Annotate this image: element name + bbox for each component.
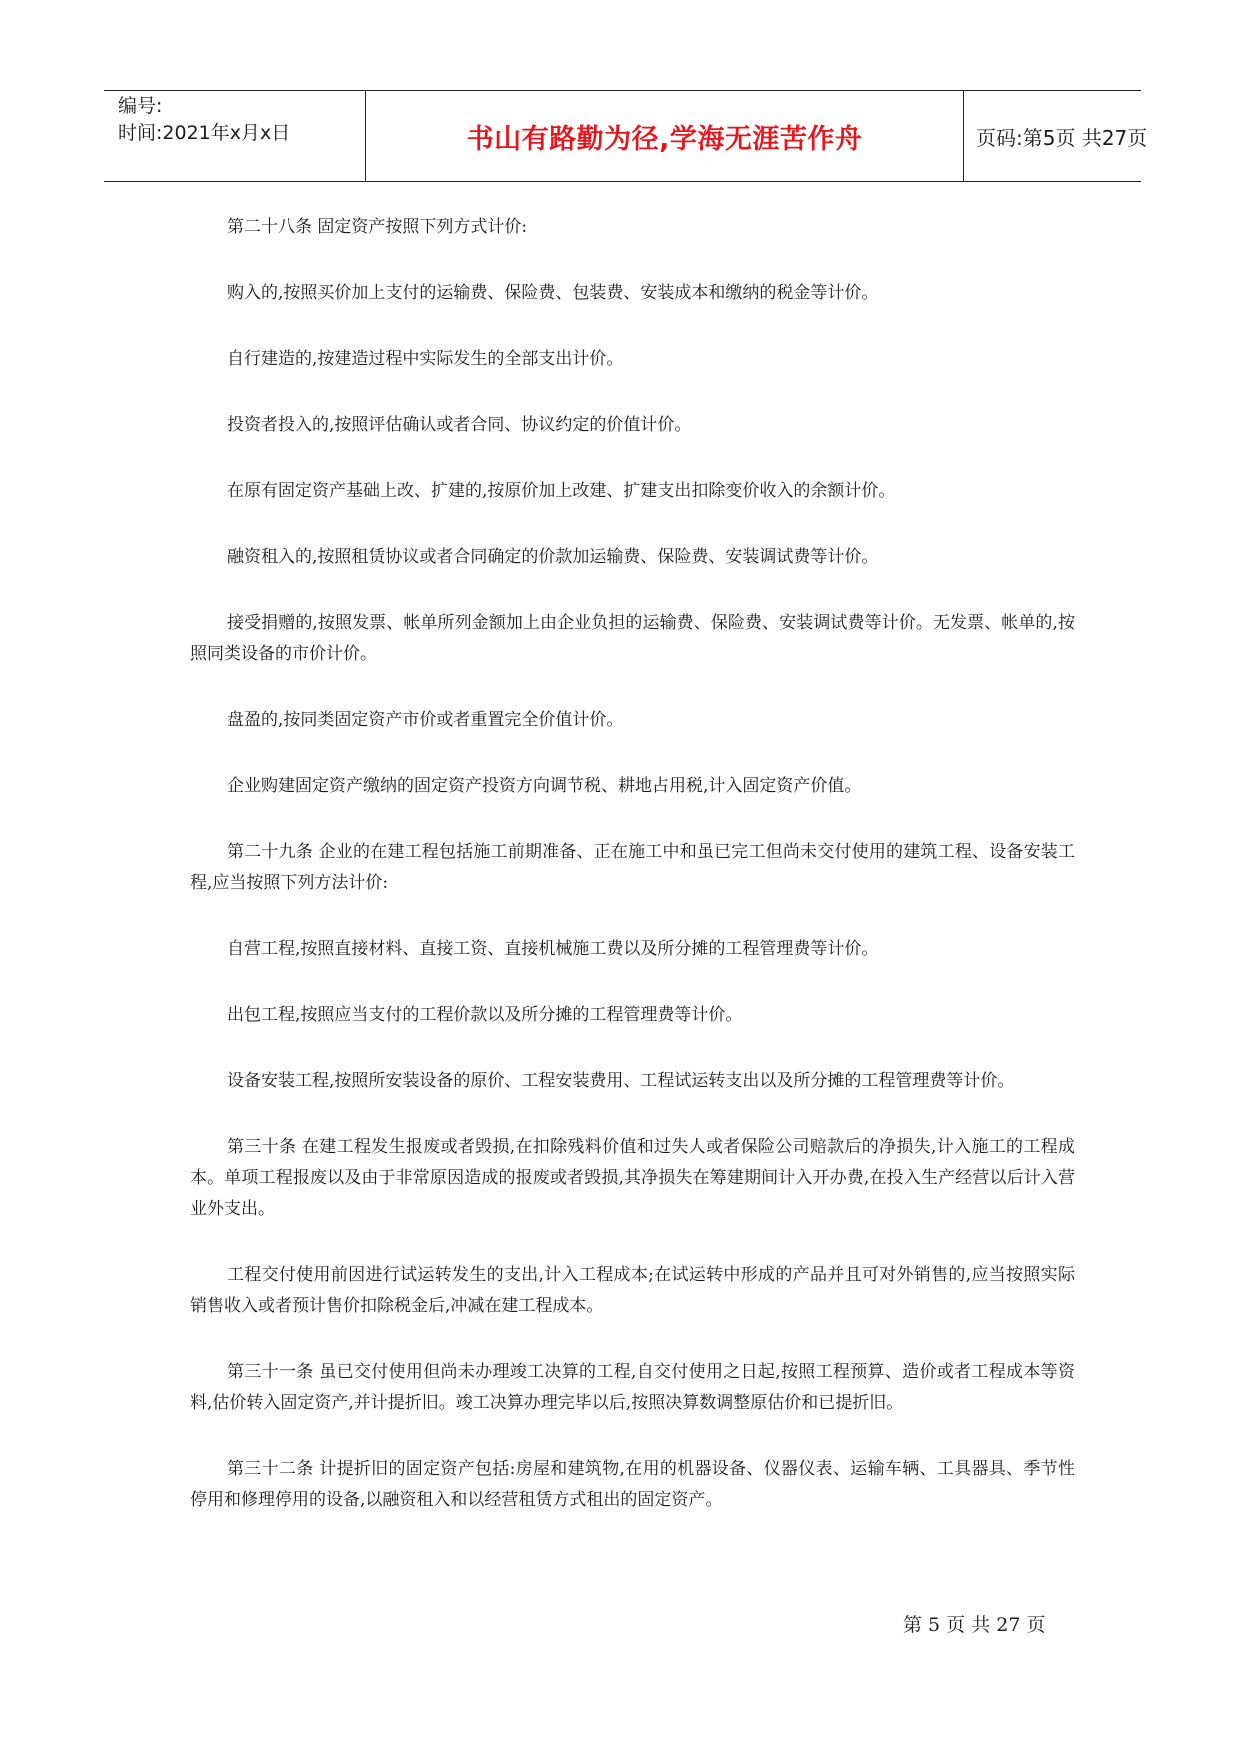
header-slogan: 书山有路勤为径,学海无涯苦作舟 [366,91,964,181]
paragraph-donation: 接受捐赠的,按照发票、帐单所列金额加上由企业负担的运输费、保险费、安装调试费等计价。无发票、帐单的,按照同类设备的市价计价。 [190,613,1075,664]
paragraph-expansion: 在原有固定资产基础上改、扩建的,按原价加上改建、扩建支出扣除变价收入的余额计价。 [227,481,896,501]
paragraph-article-28: 第二十八条 固定资产按照下列方式计价: [227,217,528,237]
paragraph-finance-lease: 融资租入的,按照租赁协议或者合同确定的价款加运输费、保险费、安装调试费等计价。 [227,547,879,567]
paragraph-self-operated: 自营工程,按照直接材料、直接工资、直接机械施工费以及所分摊的工程管理费等计价。 [227,939,879,959]
header-page-info: 页码:第5页 共27页 [976,125,1148,150]
paragraph-taxes: 企业购建固定资产缴纳的固定资产投资方向调节税、耕地占用税,计入固定资产价值。 [227,776,862,796]
document-header [104,90,1148,182]
document-body [190,212,1075,1551]
paragraph-equipment-install: 设备安装工程,按照所安装设备的原价、工程安装费用、工程试运转支出以及所分摊的工程管理费等计价。 [227,1071,1015,1091]
header-meta [104,91,366,181]
paragraph-article-29: 第二十九条 企业的在建工程包括施工前期准备、正在施工中和虽已完工但尚未交付使用的建筑工程、设备安装工程,应当按照下列方法计价: [190,842,1075,893]
paragraph-investor-contributed: 投资者投入的,按照评估确认或者合同、协议约定的价值计价。 [227,415,692,435]
document-time-label: 时间:2021年x月x日 [118,122,291,144]
paragraph-trial-run: 工程交付使用前因进行试运转发生的支出,计入工程成本;在试运转中形成的产品并且可对外销售的,应当按照实际销售收入或者预计售价扣除税金后,冲减在建工程成本。 [190,1265,1075,1316]
paragraph-purchased: 购入的,按照买价加上支付的运输费、保险费、包装费、安装成本和缴纳的税金等计价。 [227,283,879,303]
paragraph-contracted: 出包工程,按照应当支付的工程价款以及所分摊的工程管理费等计价。 [227,1005,743,1025]
paragraph-article-30: 第三十条 在建工程发生报废或者毁损,在扣除残料价值和过失人或者保险公司赔款后的净损失,计入施工的工程成本。单项工程报废以及由于非常原因造成的报废或者毁损,其净损失在筹建期间计入开办费,在投入生产经营以后计入营业外支出。 [190,1137,1075,1219]
paragraph-surplus: 盘盈的,按同类固定资产市价或者重置完全价值计价。 [227,710,624,730]
paragraph-article-32: 第三十二条 计提折旧的固定资产包括:房屋和建筑物,在用的机器设备、仪器仪表、运输车辆、工具器具、季节性停用和修理停用的设备,以融资租入和以经营租赁方式租出的固定资产。 [190,1459,1075,1510]
page-footer: 第 5 页 共 27 页 [903,1614,1046,1636]
paragraph-self-built: 自行建造的,按建造过程中实际发生的全部支出计价。 [227,349,624,369]
document-number-label: 编号: [118,95,163,117]
paragraph-article-31: 第三十一条 虽已交付使用但尚未办理竣工决算的工程,自交付使用之日起,按照工程预算、造价或者工程成本等资料,估价转入固定资产,并计提折旧。竣工决算办理完毕以后,按照决算数调整原估价和已提折旧。 [190,1362,1075,1413]
